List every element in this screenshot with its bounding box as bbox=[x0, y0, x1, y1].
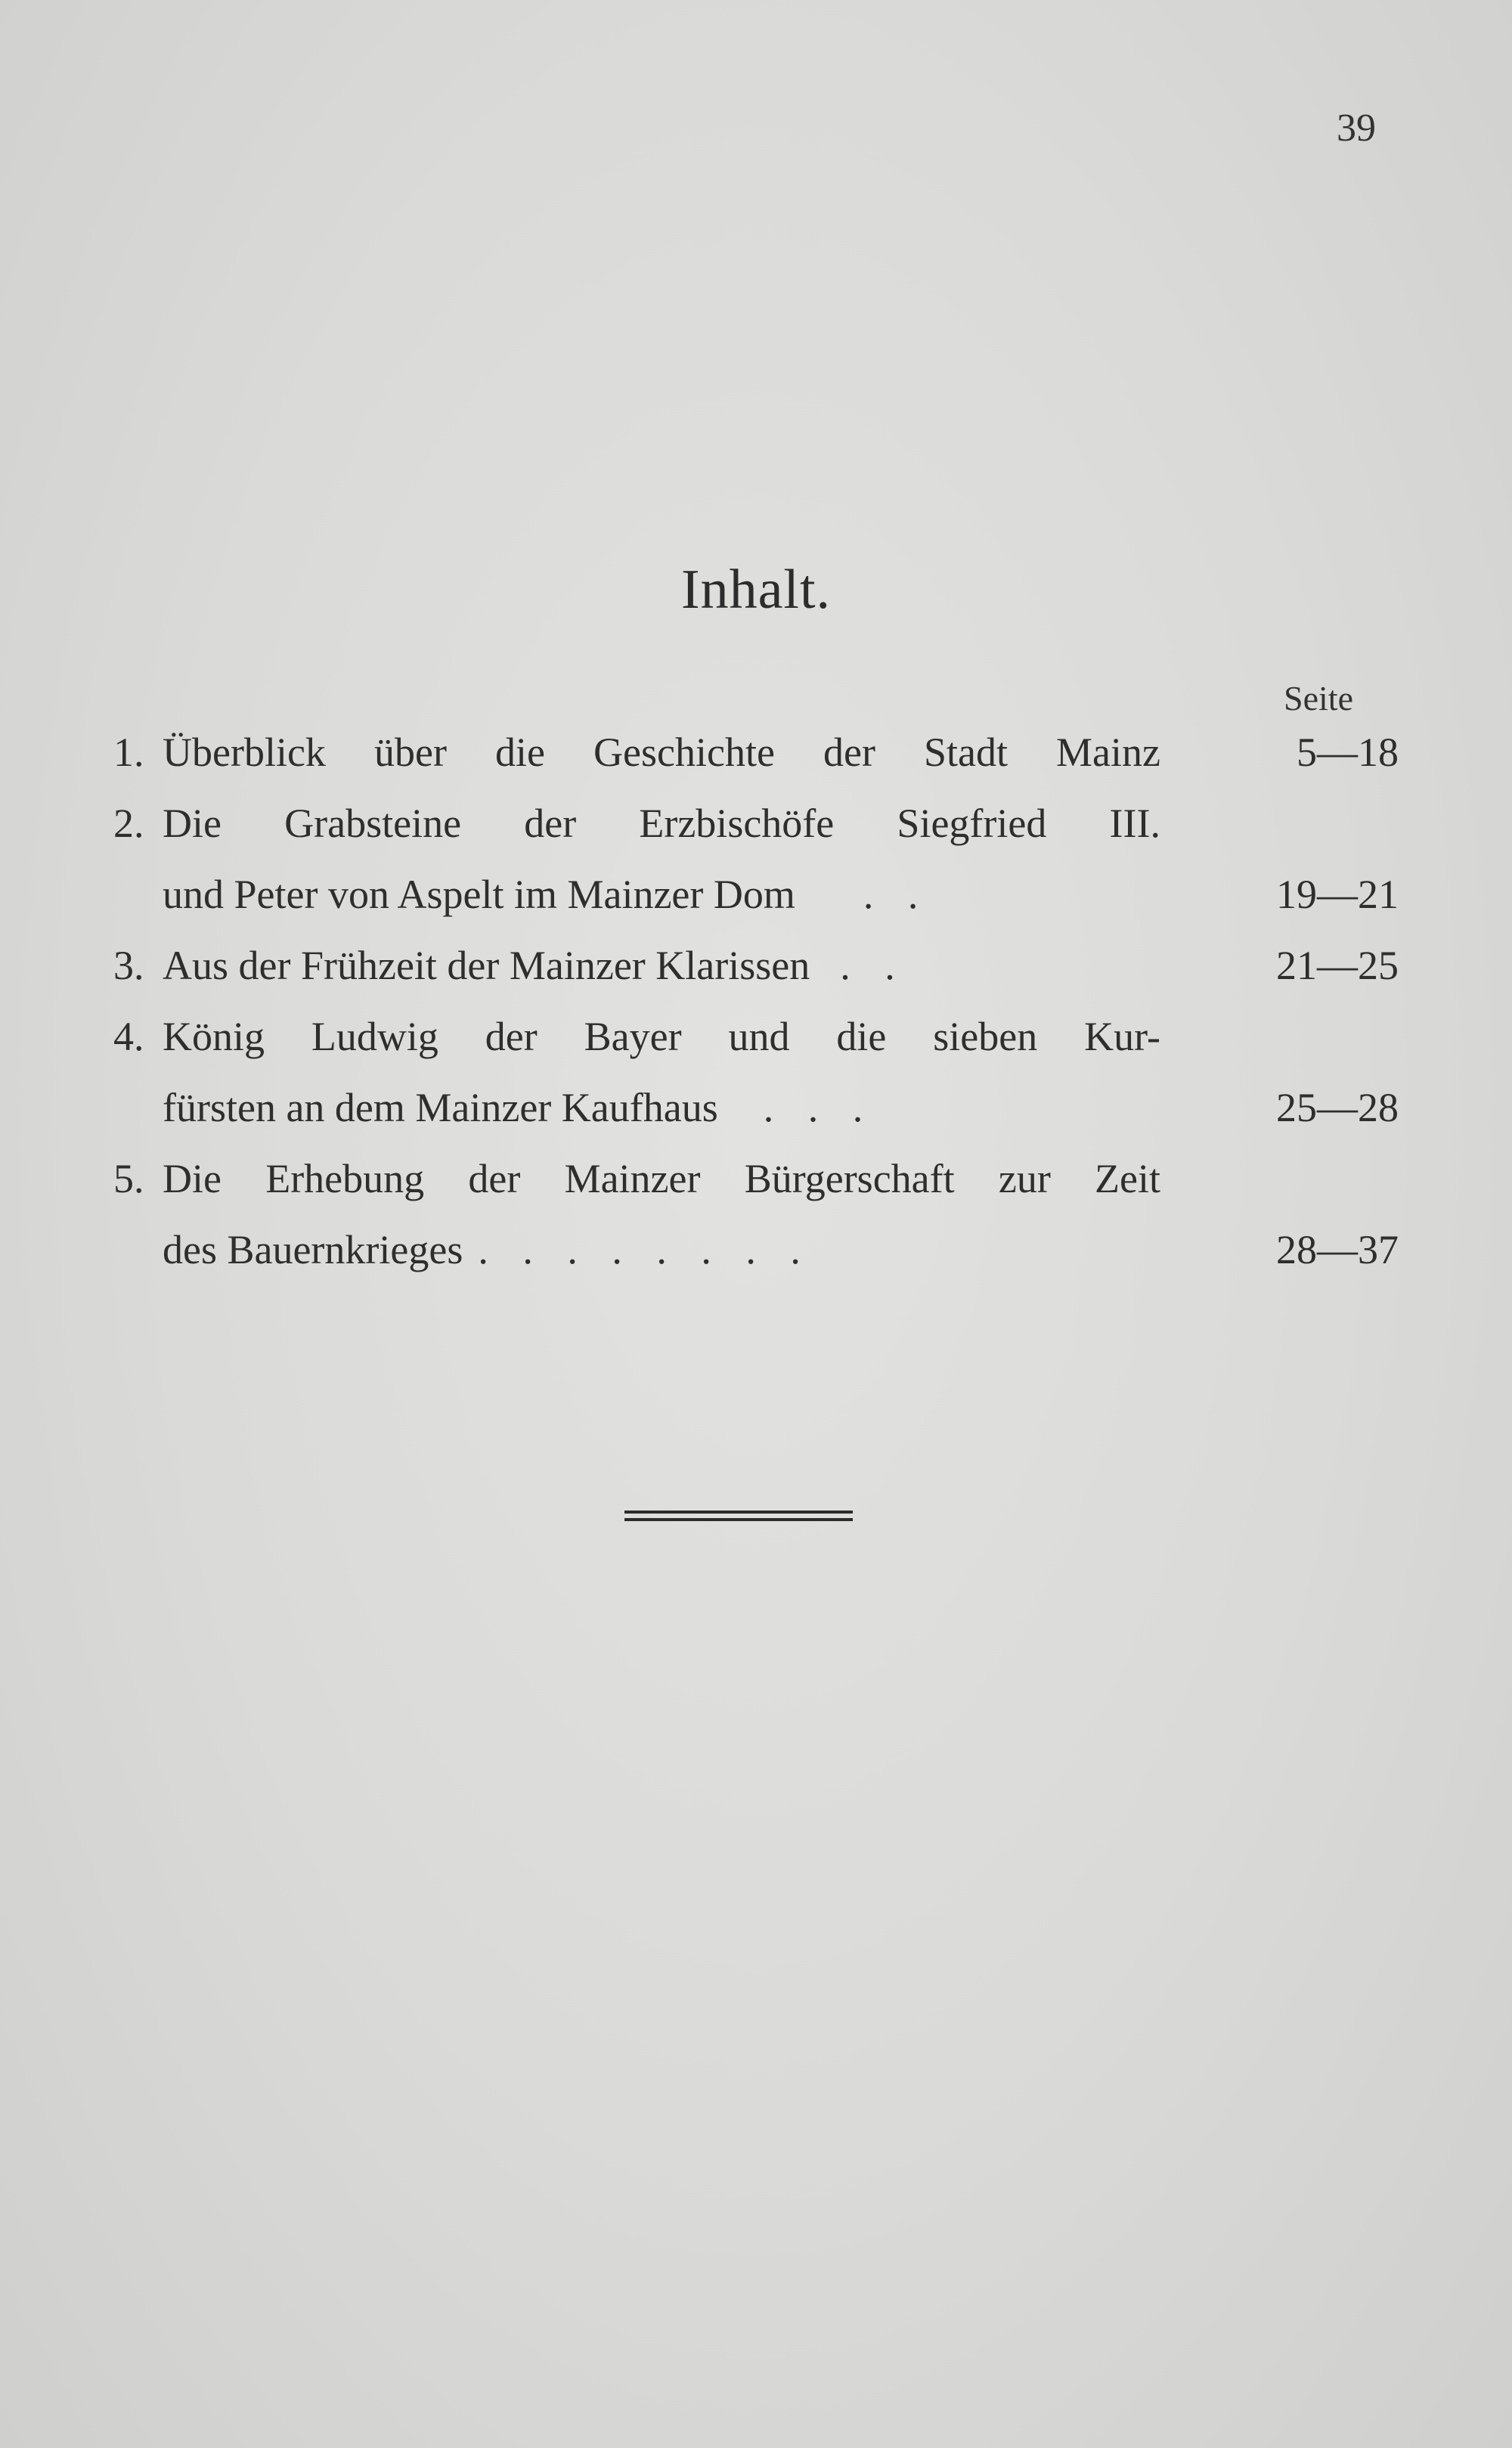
toc-entry-2-number: 2. bbox=[113, 801, 144, 846]
toc-entry-2-pages: 19—21 bbox=[1276, 872, 1399, 917]
double-rule-divider bbox=[624, 1511, 853, 1526]
toc-entry-4-continued bbox=[113, 1072, 1399, 1143]
toc-entry-1-line-1 bbox=[113, 717, 1160, 788]
rule-line-bottom bbox=[624, 1518, 853, 1521]
toc-entry-4-line-1 bbox=[113, 1001, 1160, 1072]
toc-entry-4-number: 4. bbox=[113, 1014, 144, 1059]
toc-entry-3-number: 3. bbox=[113, 943, 144, 988]
toc-entry-4-title: König Ludwig der Bayer und die sieben Kur- bbox=[163, 1014, 1160, 1059]
toc-entry-5-number: 5. bbox=[113, 1156, 144, 1201]
toc-entry-1-number: 1. bbox=[113, 730, 144, 775]
toc-entry-3-leader: . . bbox=[840, 943, 895, 988]
toc-entry-5-pages: 28—37 bbox=[1276, 1227, 1399, 1272]
toc-entry-2-title-continued: und Peter von Aspelt im Mainzer Dom bbox=[163, 872, 795, 917]
page-title: Inhalt. bbox=[680, 559, 832, 621]
toc-entry-5-title-continued: des Bauernkrieges bbox=[163, 1227, 463, 1272]
table-of-contents bbox=[113, 717, 1399, 1285]
toc-entry-2-line-1 bbox=[113, 788, 1160, 859]
page-number: 39 bbox=[1337, 107, 1376, 150]
toc-entry-5-line-1 bbox=[113, 1143, 1160, 1214]
toc-entry-3-pages: 21—25 bbox=[1276, 943, 1399, 988]
rule-line-top bbox=[624, 1511, 853, 1514]
toc-entry-5-line-2 bbox=[163, 1214, 1160, 1285]
toc-entry-2-title: Die Grabsteine der Erzbischöfe Siegfried III. bbox=[163, 801, 1160, 846]
toc-entry-4 bbox=[113, 1001, 1383, 1072]
toc-entry-4-line-2 bbox=[163, 1072, 1160, 1143]
toc-entry-4-title-continued: fürsten an dem Mainzer Kaufhaus bbox=[163, 1085, 718, 1130]
toc-entry-4-pages: 25—28 bbox=[1276, 1085, 1399, 1130]
toc-entry-3-line-1 bbox=[113, 930, 1160, 1001]
toc-entry-3-title: Aus der Frühzeit der Mainzer Klarissen bbox=[163, 943, 810, 988]
pages-column-header: Seite bbox=[1284, 679, 1353, 717]
toc-entry-3 bbox=[113, 930, 1399, 1001]
toc-entry-5-title: Die Erhebung der Mainzer Bürgerschaft zur Zeit bbox=[163, 1156, 1160, 1201]
toc-entry-5 bbox=[113, 1143, 1383, 1214]
toc-entry-5-leader: . . . . . . . . bbox=[478, 1227, 801, 1272]
toc-entry-1-pages: 5—18 bbox=[1297, 730, 1399, 775]
toc-entry-4-leader: . . . bbox=[763, 1085, 863, 1130]
toc-entry-2 bbox=[113, 788, 1383, 859]
toc-entry-2-leader: . . bbox=[863, 872, 919, 917]
toc-entry-1 bbox=[113, 717, 1399, 788]
toc-entry-1-title: Überblick über die Geschichte der Stadt Mainz bbox=[163, 730, 1160, 775]
toc-entry-5-continued bbox=[113, 1214, 1399, 1285]
toc-entry-2-line-2 bbox=[163, 859, 1160, 930]
toc-entry-2-continued bbox=[113, 859, 1399, 930]
